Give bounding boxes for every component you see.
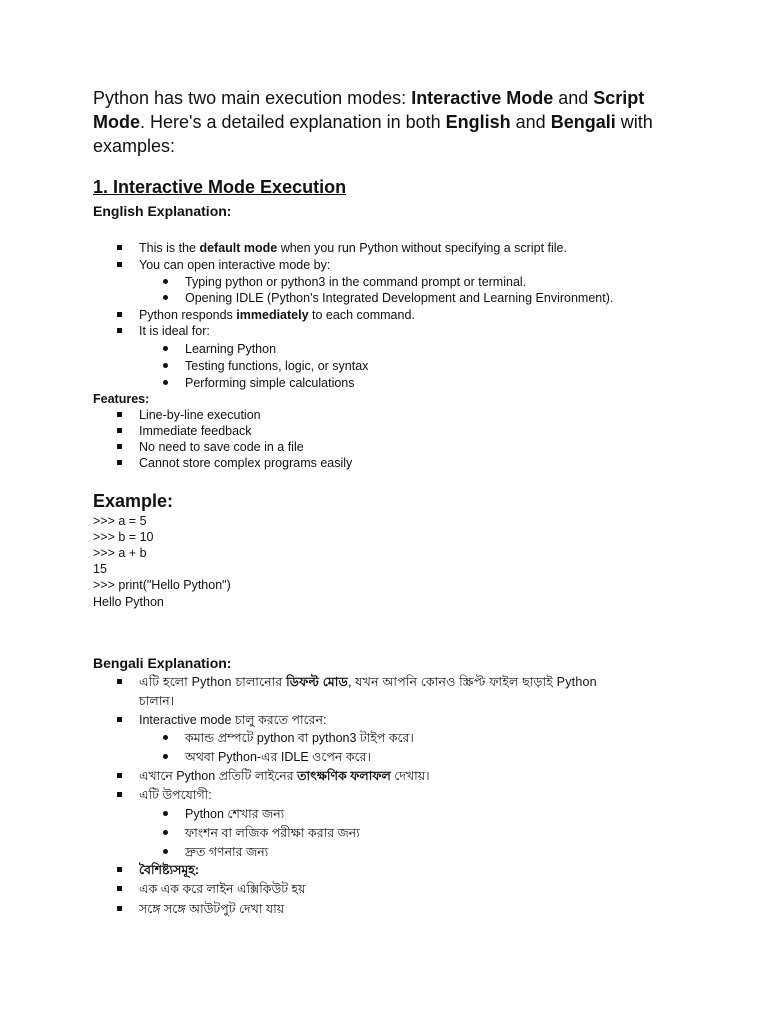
bengali-list-item: এটি উপযোগী: [139, 788, 212, 802]
english-explanation-heading: English Explanation: [93, 203, 232, 219]
round-bullet-icon [163, 830, 168, 835]
intro-text: Python has two main execution modes: [93, 88, 412, 108]
intro-bold-script: Script Mode [93, 88, 645, 132]
code-line: >>> a = 5 [93, 514, 147, 528]
square-bullet-icon [117, 867, 122, 872]
feature-item: No need to save code in a file [139, 440, 304, 454]
bengali-list-item: এখানে Python প্রতিটি লাইনের তাৎক্ষণিক ফলাফল দেখায়। [139, 769, 430, 783]
bengali-list-item-continuation: চালান। [139, 694, 175, 708]
square-bullet-icon [117, 328, 122, 333]
bengali-sub-list-item: দ্রুত গণনার জন্য [185, 845, 269, 859]
bengali-list-item: এটি হলো Python চালানোর ডিফল্ট মোড, যখন আপনি কোনও স্ক্রিপ্ট ফাইল ছাড়াই Python [139, 675, 597, 689]
square-bullet-icon [117, 773, 122, 778]
list-item: It is ideal for: [139, 324, 210, 338]
round-bullet-icon [163, 295, 168, 300]
bengali-sub-list-item: ফাংশন বা লজিক পরীক্ষা করার জন্য [185, 826, 360, 840]
code-line: >>> b = 10 [93, 530, 154, 544]
round-bullet-icon [163, 279, 168, 284]
intro-bold-bengali: Bengali [550, 112, 616, 132]
intro-text: and [553, 88, 594, 108]
sub-list-item: Typing python or python3 in the command prompt or terminal. [185, 275, 527, 289]
square-bullet-icon [117, 906, 122, 911]
code-line: 15 [93, 562, 107, 576]
round-bullet-icon [163, 363, 168, 368]
list-item: This is the default mode when you run Python without specifying a script file. [139, 241, 567, 255]
example-heading: Example: [93, 491, 174, 511]
round-bullet-icon [163, 849, 168, 854]
bengali-sub-list-item: Python শেখার জন্য [185, 807, 285, 821]
square-bullet-icon [117, 428, 122, 433]
code-line: >>> a + b [93, 546, 147, 560]
sub-list-item: Learning Python [185, 342, 277, 356]
bengali-features-heading: বৈশিষ্ট্যসমূহ: [139, 863, 200, 877]
round-bullet-icon [163, 346, 168, 351]
round-bullet-icon [163, 811, 168, 816]
square-bullet-icon [117, 262, 122, 267]
intro-bold-interactive: Interactive Mode [411, 88, 554, 108]
square-bullet-icon [117, 792, 122, 797]
bengali-sub-list-item: অথবা Python-এর IDLE ওপেন করে। [185, 750, 371, 764]
square-bullet-icon [117, 460, 122, 465]
feature-item: Immediate feedback [139, 424, 252, 438]
sub-list-item: Opening IDLE (Python's Integrated Development and Learning Environment). [185, 291, 614, 305]
code-line: Hello Python [93, 595, 164, 609]
round-bullet-icon [163, 735, 168, 740]
round-bullet-icon [163, 380, 168, 385]
intro-paragraph [93, 86, 693, 158]
bengali-feature-item: এক এক করে লাইন এক্সিকিউট হয় [139, 882, 306, 896]
bengali-list-item: Interactive mode চালু করতে পারেন: [139, 713, 327, 727]
sub-list-item: Performing simple calculations [185, 376, 355, 390]
section-heading: 1. Interactive Mode Execution [93, 177, 347, 197]
list-item: Python responds immediately to each command. [139, 308, 415, 322]
round-bullet-icon [163, 754, 168, 759]
feature-item: Line-by-line execution [139, 408, 261, 422]
code-line: >>> print("Hello Python") [93, 578, 231, 592]
square-bullet-icon [117, 679, 122, 684]
square-bullet-icon [117, 312, 122, 317]
intro-text: and [510, 112, 551, 132]
square-bullet-icon [117, 444, 122, 449]
square-bullet-icon [117, 412, 122, 417]
list-item: You can open interactive mode by: [139, 258, 331, 272]
bengali-feature-item: সঙ্গে সঙ্গে আউটপুট দেখা যায় [139, 902, 285, 916]
square-bullet-icon [117, 886, 122, 891]
intro-bold-english: English [445, 112, 511, 132]
intro-text: with examples: [93, 112, 653, 156]
intro-text: . Here's a detailed explanation in both [140, 112, 446, 132]
features-heading: Features: [93, 392, 150, 406]
square-bullet-icon [117, 717, 122, 722]
bengali-explanation-heading: Bengali Explanation: [93, 655, 232, 671]
sub-list-item: Testing functions, logic, or syntax [185, 359, 369, 373]
feature-item: Cannot store complex programs easily [139, 456, 353, 470]
square-bullet-icon [117, 245, 122, 250]
bengali-sub-list-item: কমান্ড প্রম্পটে python বা python3 টাইপ করে। [185, 731, 414, 745]
